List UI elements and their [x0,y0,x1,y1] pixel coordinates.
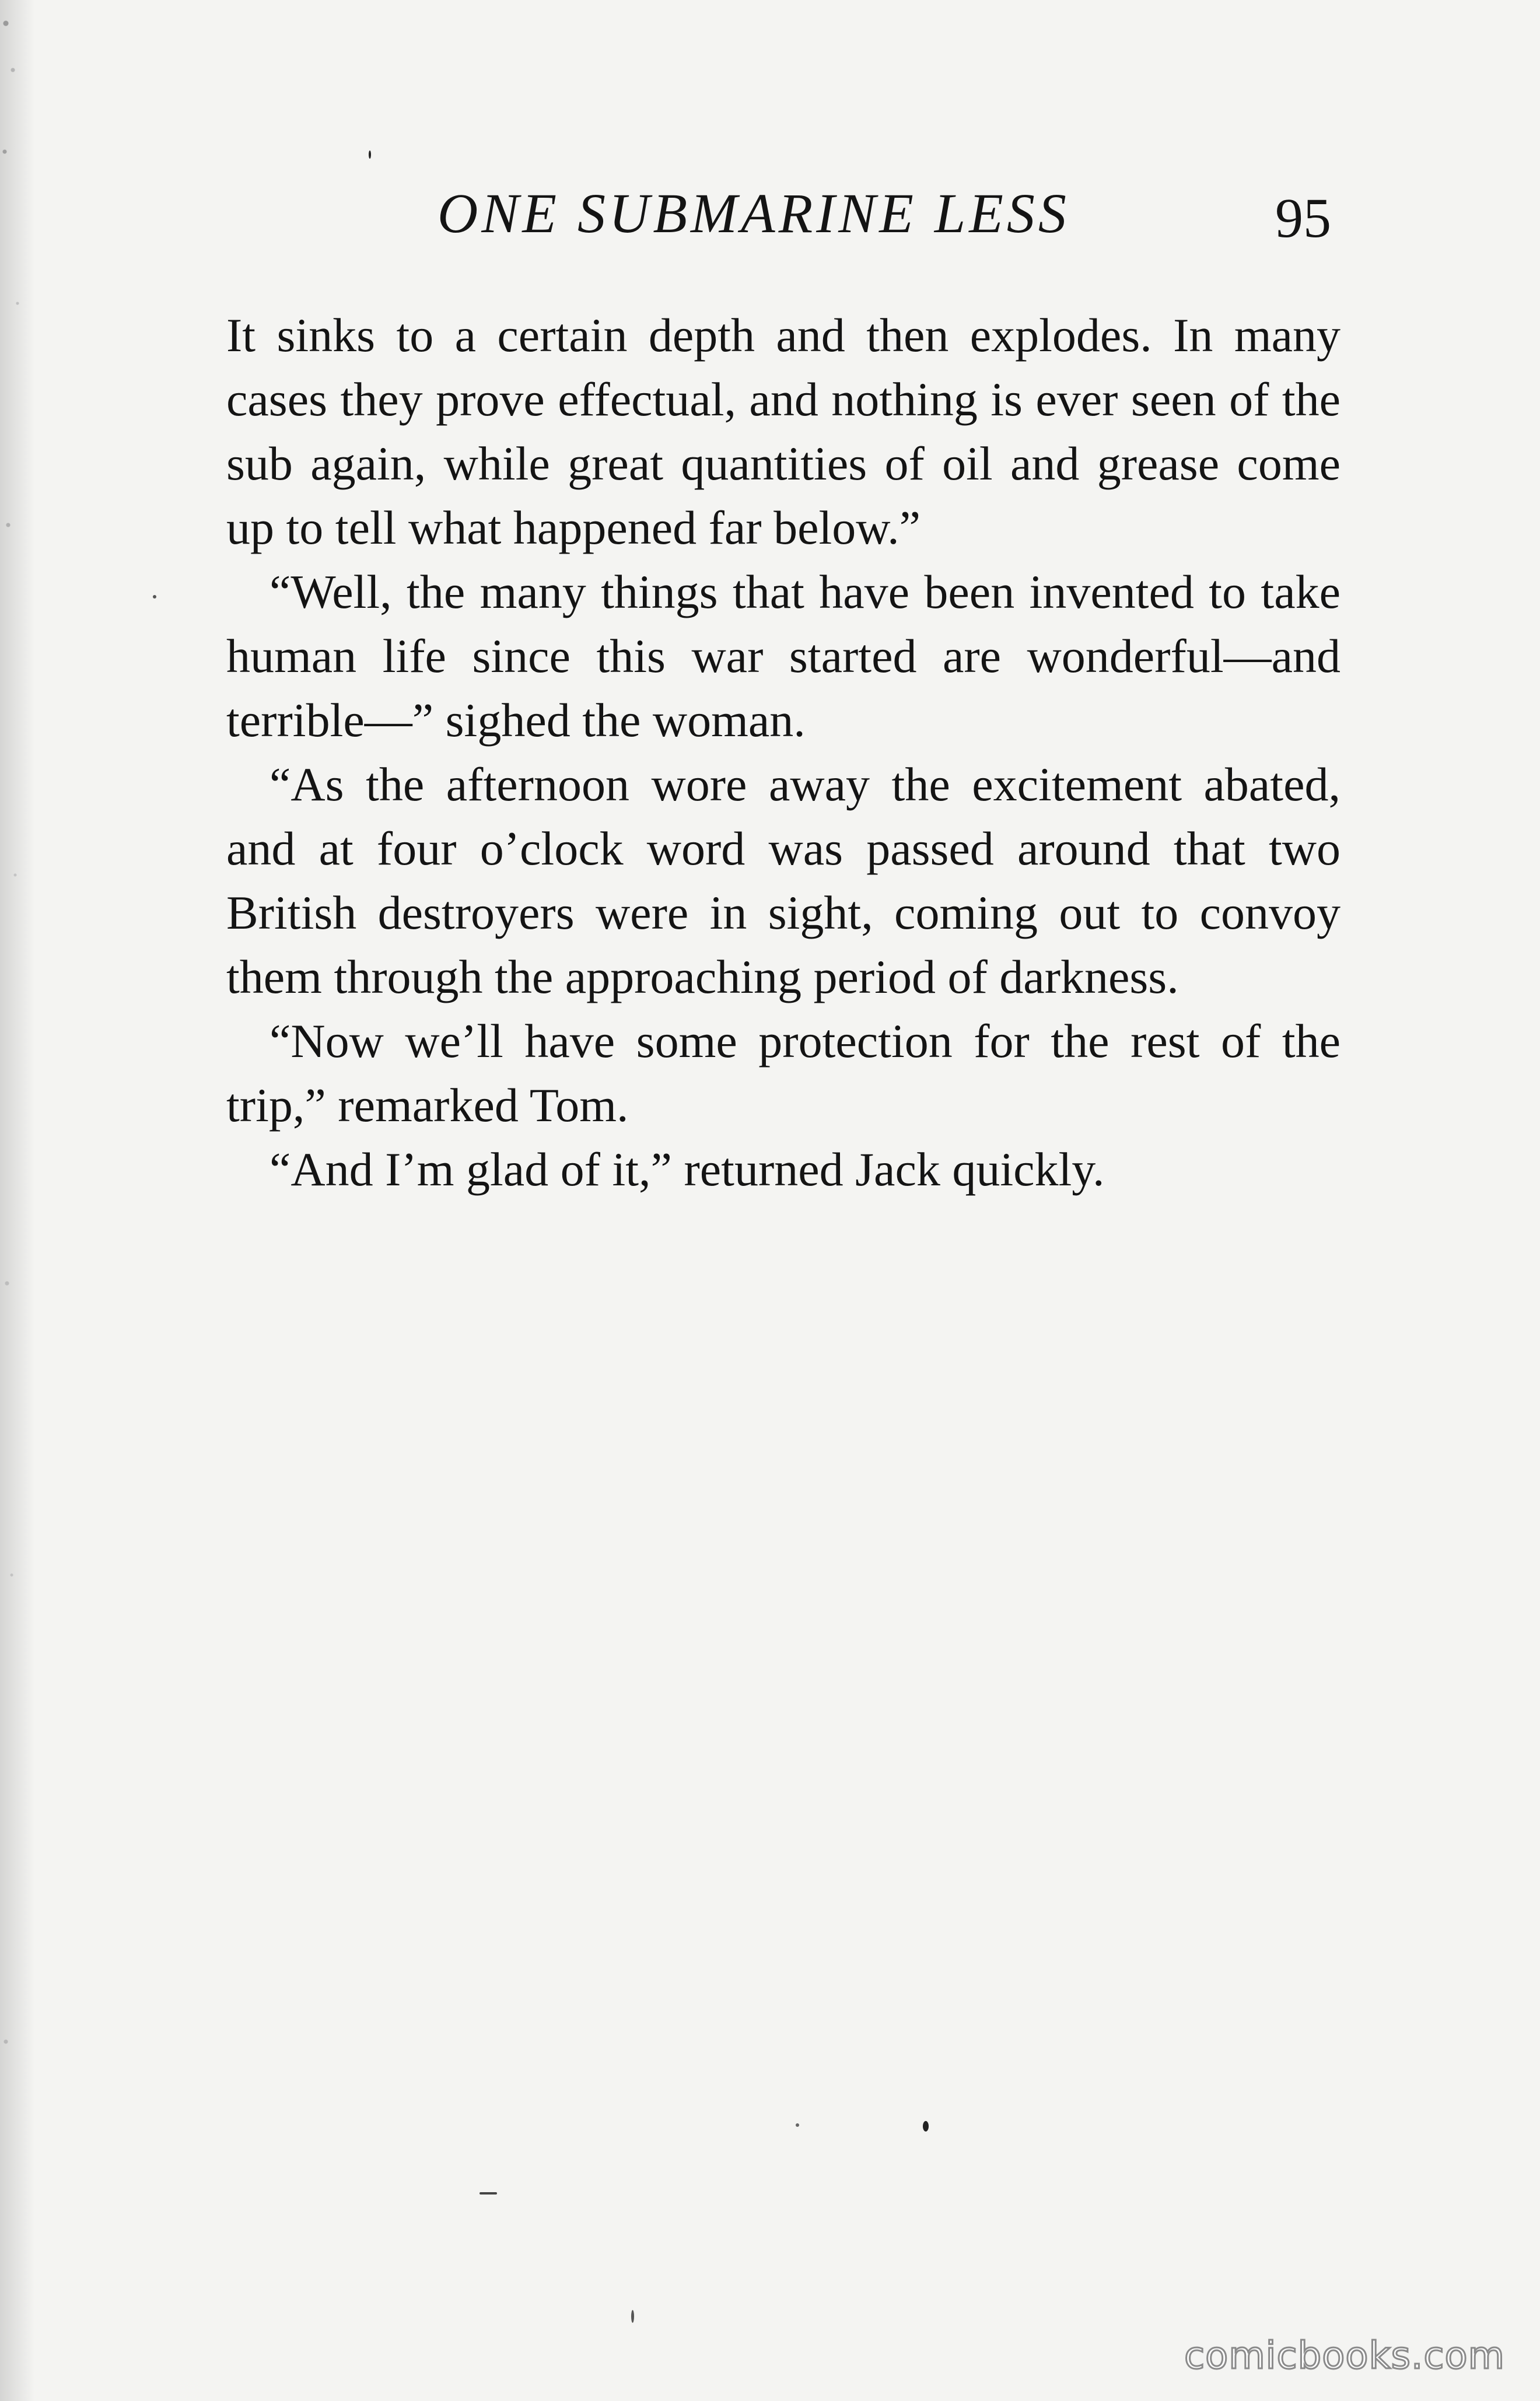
paragraph: “Well, the many things that have been invented to take human life since this war started are wonderful—and terrible—” sighed the woman. [226,565,1340,747]
ink-speck [631,2310,634,2323]
scan-edge-artifact [0,0,35,2401]
ink-speck [796,2123,799,2127]
watermark: comicbooks.com [1184,2334,1505,2378]
paragraph: “Now we’ll have some protection for the rest of the trip,” remarked Tom. [226,1014,1340,1132]
page-number: 95 [1275,187,1331,249]
paragraph: “And I’m glad of it,” returned Jack quickly. [270,1143,1105,1196]
paragraph: “As the afternoon wore away the excitement abated, and at four o’clock word was passed around that two British destroyers were in sight, coming out to convoy them through the approaching period of darkness. [226,758,1340,1003]
ink-speck [923,2121,929,2132]
ink-speck [153,595,156,598]
ink-speck [369,150,371,159]
running-head: ONE SUBMARINE LESS [438,182,1070,244]
paragraph: It sinks to a certain depth and then explodes. In many cases they prove effectual, and nothing is ever seen of the sub again, while great quantities of oil and grease come up to tell what happened far below.” [226,309,1340,554]
body-text [226,303,1340,1202]
ink-speck [480,2192,497,2194]
